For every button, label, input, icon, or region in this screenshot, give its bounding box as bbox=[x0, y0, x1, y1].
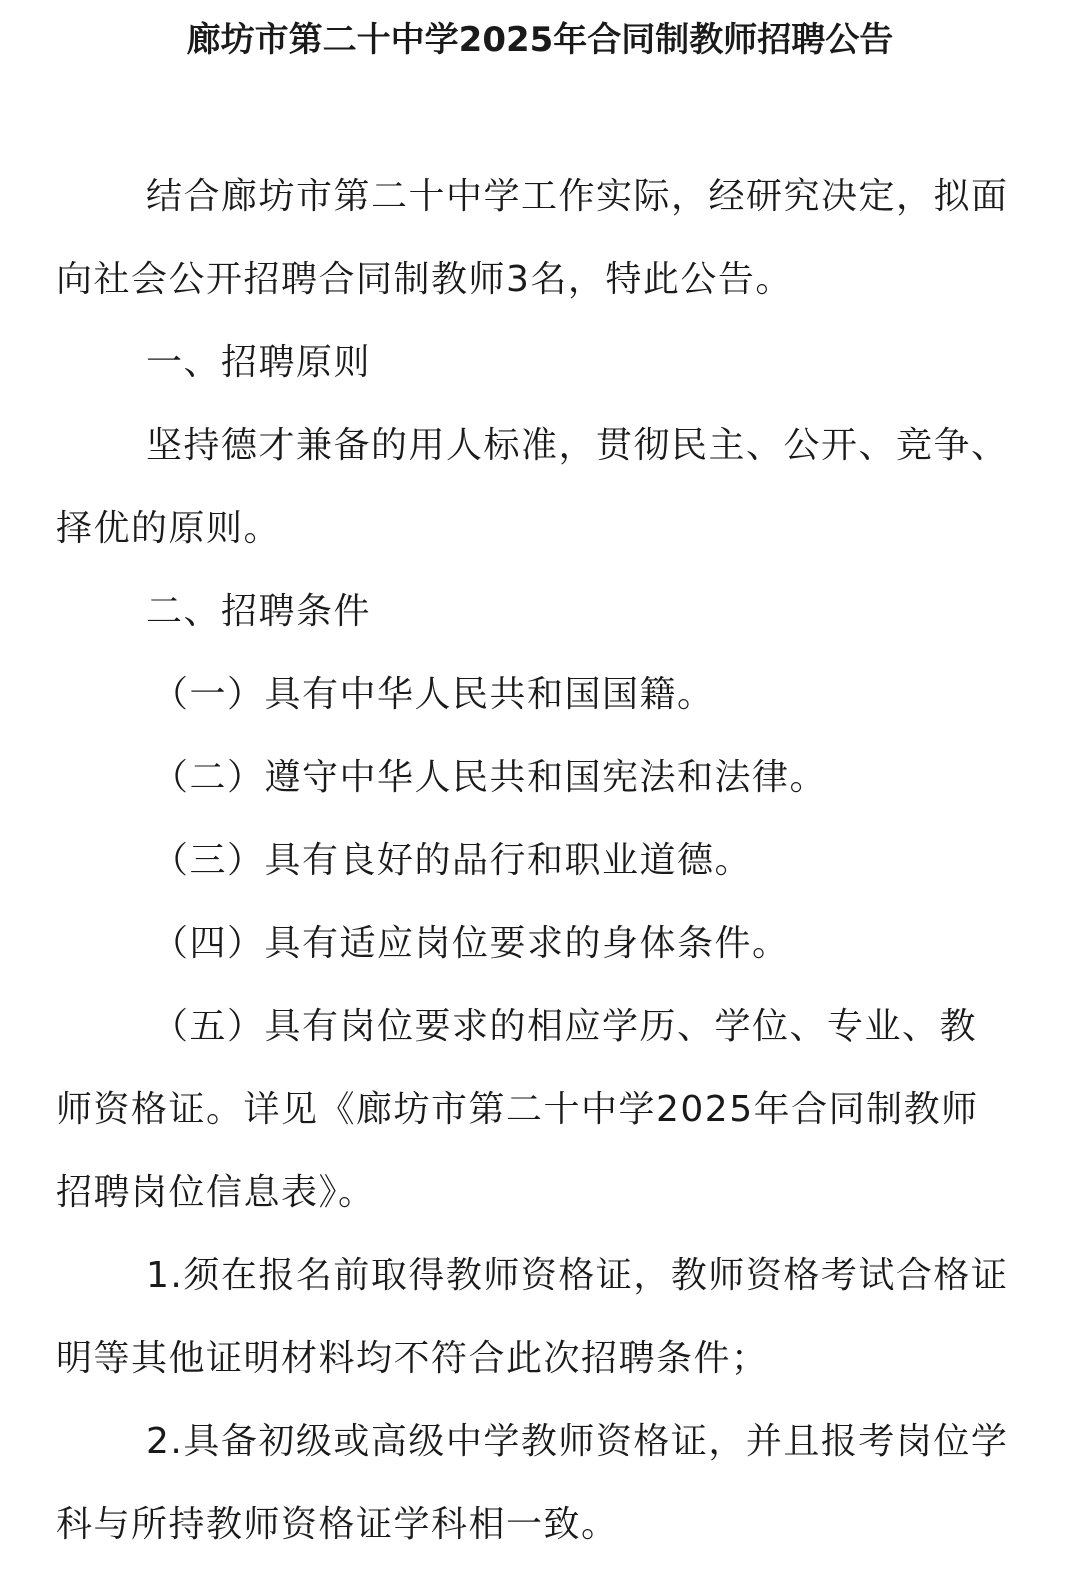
requirement-item: 1.须在报名前取得教师资格证，教师资格考试合格证明等其他证明材料均不符合此次招聘条件； bbox=[56, 1255, 1009, 1379]
condition-item: （一）具有中华人民共和国国籍。 bbox=[152, 674, 715, 715]
document-title: 廊坊市第二十中学2025年合同制教师招聘公告 bbox=[186, 20, 894, 60]
condition-item: （四）具有适应岗位要求的身体条件。 bbox=[152, 923, 790, 964]
requirement-item: 2.具备初级或高级中学教师资格证，并且报考岗位学科与所持教师资格证学科相一致。 bbox=[56, 1421, 1009, 1545]
condition-item: （三）具有良好的品行和职业道德。 bbox=[152, 840, 753, 881]
section-heading-principles: 一、招聘原则 bbox=[146, 342, 372, 383]
intro-paragraph: 结合廊坊市第二十中学工作实际，经研究决定，拟面向社会公开招聘合同制教师3名，特此公告。 bbox=[56, 176, 1009, 300]
condition-item: （五）具有岗位要求的相应学历、学位、专业、教师资格证。详见《廊坊市第二十中学2025年合同制教师招聘岗位信息表》。 bbox=[56, 1006, 979, 1213]
document-body bbox=[56, 155, 1011, 1566]
principles-paragraph: 坚持德才兼备的用人标准，贯彻民主、公开、竞争、择优的原则。 bbox=[56, 425, 1009, 549]
condition-item: （二）遵守中华人民共和国宪法和法律。 bbox=[152, 757, 828, 798]
section-heading-conditions: 二、招聘条件 bbox=[146, 591, 372, 632]
